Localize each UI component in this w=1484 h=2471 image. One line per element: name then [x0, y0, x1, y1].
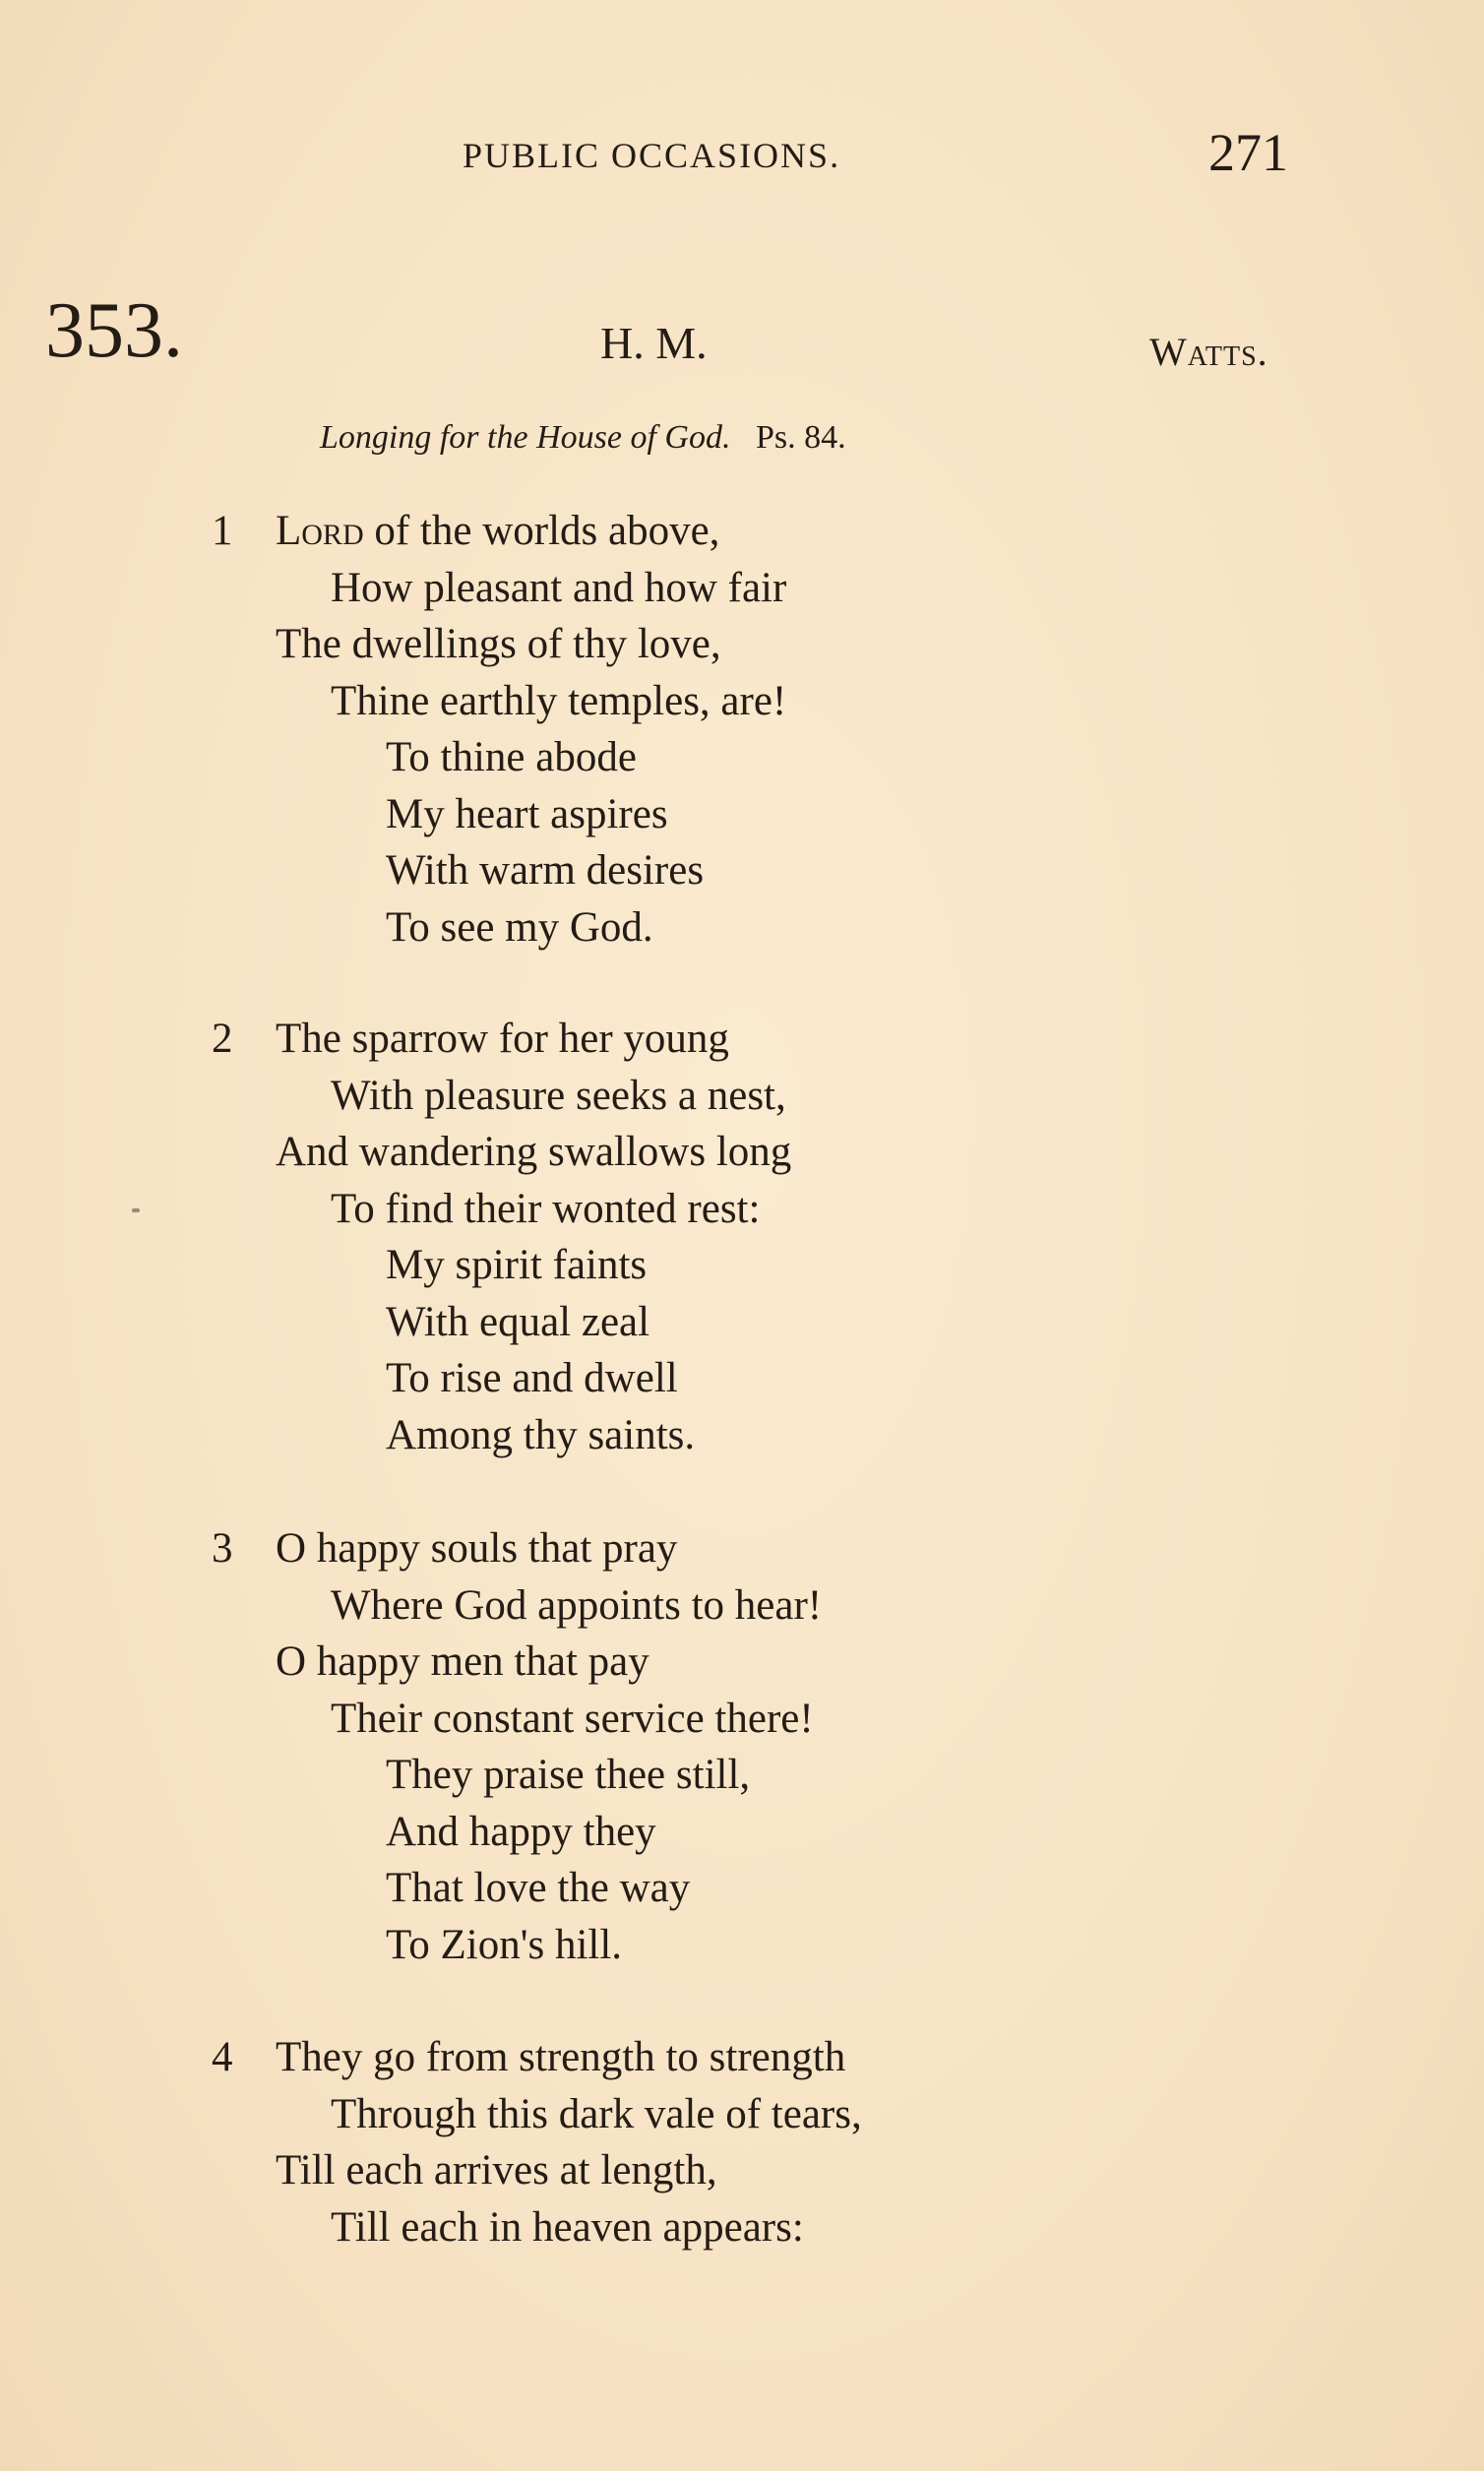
verse-number: 2: [212, 1016, 233, 1062]
hymn-meter: H. M.: [600, 318, 708, 368]
verse-line: Where God appoints to hear!: [331, 1581, 823, 1629]
hymn-author: Watts.: [1149, 330, 1268, 374]
verse-line: That love the way: [386, 1865, 691, 1911]
verse-line: O happy souls that pray: [276, 1525, 678, 1572]
verse-line: Through this dark vale of tears,: [331, 2090, 862, 2137]
verse-line: How pleasant and how fair: [331, 564, 787, 611]
verse-line: Thine earthly temples, are!: [331, 677, 787, 724]
verse-line: Lord of the worlds above,: [276, 508, 720, 554]
verse-line: To see my God.: [386, 903, 653, 951]
verse-line: They go from strength to strength: [276, 2034, 846, 2080]
margin-speck: [132, 1208, 140, 1212]
verse-line: With warm desires: [386, 847, 705, 894]
verse-line: Till each in heaven appears:: [331, 2203, 804, 2251]
running-title: PUBLIC OCCASIONS.: [463, 136, 841, 175]
verse-line: My heart aspires: [386, 790, 668, 837]
verse-line: With equal zeal: [386, 1298, 650, 1345]
verse-line: O happy men that pay: [276, 1638, 649, 1685]
verse-line: Among thy saints.: [386, 1411, 696, 1458]
verse-line: My spirit faints: [386, 1242, 648, 1288]
verse-line: To thine abode: [386, 734, 637, 780]
page-number: 271: [1208, 123, 1288, 182]
verse-number: 4: [212, 2034, 233, 2080]
verse-line: The sparrow for her young: [276, 1016, 729, 1062]
verse-line: Till each arrives at length,: [276, 2147, 717, 2193]
verse-line: And happy they: [386, 1808, 656, 1855]
verse-line: They praise thee still,: [386, 1752, 751, 1798]
verse-number: 3: [212, 1525, 233, 1572]
first-word: Lord: [276, 508, 364, 554]
verse-line: With pleasure seeks a nest,: [331, 1072, 786, 1119]
verse-line: The dwellings of thy love,: [276, 621, 721, 667]
scripture-reference: Ps. 84.: [755, 419, 846, 456]
hymn-number: 353.: [45, 287, 183, 374]
hymn-subtitle: [320, 421, 846, 455]
verse-line: To Zion's hill.: [386, 1921, 623, 1968]
verse-line: Their constant service there!: [331, 1695, 814, 1742]
subtitle-text: Longing for the House of God.: [320, 419, 731, 456]
verse-line: To find their wonted rest:: [331, 1185, 761, 1232]
verse-line: To rise and dwell: [386, 1355, 678, 1401]
verse-number: 1: [212, 508, 233, 554]
verse-line: And wandering swallows long: [276, 1129, 792, 1175]
